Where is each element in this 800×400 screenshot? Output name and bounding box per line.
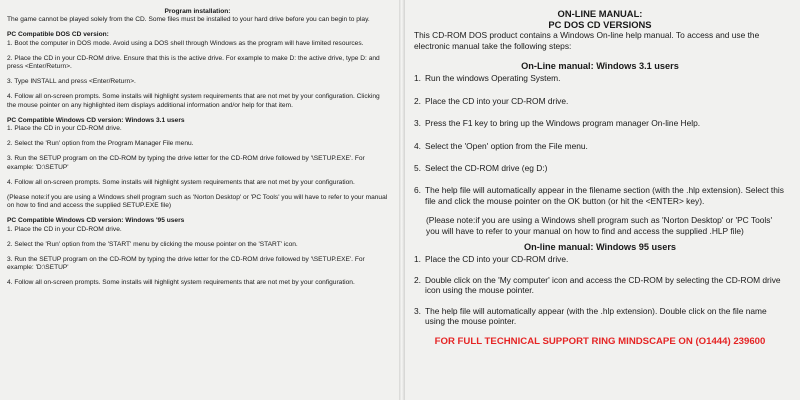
installation-intro: The game cannot be played solely from the CD. Some files must be installed to your hard drive before you can begin to play. <box>7 16 370 24</box>
right-page-online-manual <box>404 0 800 400</box>
win95-step-1: 1. Place the CD in your CD-ROM drive. <box>7 225 122 233</box>
manual-win31-heading: On-Line manual: Windows 3.1 users <box>521 61 679 71</box>
win95-step-4: 4. Follow all on-screen prompts. Some installs will highlight system requirements that are not met by your configuration. <box>7 279 355 287</box>
manual-win31-note: (Please note:if you are using a Windows shell program such as 'Norton Desktop' or 'PC Tools' you will have to refer to your manual on how to find and access the supplied .HLP file) <box>426 215 773 236</box>
installation-title: Program installation: <box>164 8 231 15</box>
win31-step-1: 1. Place the CD in your CD-ROM drive. <box>7 125 122 133</box>
win95-heading: PC Compatible Windows CD version: Windows '95 users <box>7 217 185 225</box>
list-item: 2. Place the CD into your CD-ROM drive. <box>414 95 569 106</box>
list-item: 5. Select the CD-ROM drive (eg D:) <box>414 163 548 174</box>
manual-title-line2: PC DOS CD VERSIONS <box>548 18 652 30</box>
win31-heading: PC Compatible Windows CD version: Windows 3.1 users <box>7 116 185 124</box>
manual-win95-heading: On-line manual: Windows 95 users <box>523 242 677 253</box>
dos-step-3: 3. Type INSTALL and press <Enter/Return>. <box>7 78 136 86</box>
list-item: 1. Place the CD into your CD-ROM drive. <box>414 254 569 265</box>
manual-intro: This CD-ROM DOS product contains a Windows On-line help manual. To access and use the electronic manual take the following steps: <box>414 30 760 51</box>
list-item: 4. Select the 'Open' option from the File menu. <box>414 140 588 151</box>
win31-step-3: 3. Run the SETUP program on the CD-ROM by typing the drive letter for the CD-ROM drive followed by '\SETUP.EXE'. For example: 'D:\SETUP' <box>7 155 365 171</box>
win31-note: (Please note:if you are using a Windows shell program such as 'Norton Desktop' or 'PC Tools' you will have to refer to your manual on how to find and access the supplied SETUP.EXE file) <box>7 194 388 210</box>
dos-step-1: 1. Boot the computer in DOS mode. Avoid using a DOS shell through Windows as the program will have limited resources. <box>7 39 364 47</box>
list-item: 3. The help file will automatically appear (with the .hlp extension). Double click on the file name using the mouse pointer. <box>414 305 767 327</box>
dos-heading: PC Compatible DOS CD version: <box>7 31 109 39</box>
dos-step-2: 2. Place the CD in your CD-ROM drive. Ensure that this is the active drive. For example to make D: the active drive, type D: and press <Enter/Return>. <box>7 54 380 71</box>
list-item: 2. Double click on the 'My computer' icon and access the CD-ROM by selecting the CD-ROM drive icon using the mouse pointer. <box>414 274 781 296</box>
list-item: 3. Press the F1 key to bring up the Windows program manager On-line Help. <box>414 118 701 129</box>
win31-step-2: 2. Select the 'Run' option from the Program Manager File menu. <box>7 140 194 148</box>
manual-win31-steps <box>414 73 786 206</box>
win95-step-2: 2. Select the 'Run' option from the 'START' menu by clicking the mouse pointer on the 'START' icon. <box>7 240 298 248</box>
dos-step-4: 4. Follow all on-screen prompts. Some installs will highlight system requirements that are not met by your configuration. Clicking the mouse pointer on any highlighted item displays additional information and/or help for that item. <box>7 93 380 109</box>
manual-title-line1: ON-LINE MANUAL: <box>557 8 643 19</box>
win31-step-4: 4. Follow all on-screen prompts. Some installs will highlight system requirements that are not met by your configuration. <box>7 178 355 186</box>
list-item: 1. Run the windows Operating System. <box>414 73 561 84</box>
technical-support-line: FOR FULL TECHNICAL SUPPORT RING MINDSCAPE ON (O1444) 239600 <box>434 335 766 347</box>
win95-step-3: 3. Run the SETUP program on the CD-ROM by typing the drive letter for the CD-ROM drive followed by '\SETUP.EXE'. For example: 'D:\SETUP' <box>7 256 365 272</box>
list-item: 6. The help file will automatically appear in the filename section (with the .hlp extension). Select this file and click the mouse pointer on the OK button (or hit the <ENTER> key). <box>414 185 784 206</box>
manual-win95-steps <box>414 254 786 326</box>
